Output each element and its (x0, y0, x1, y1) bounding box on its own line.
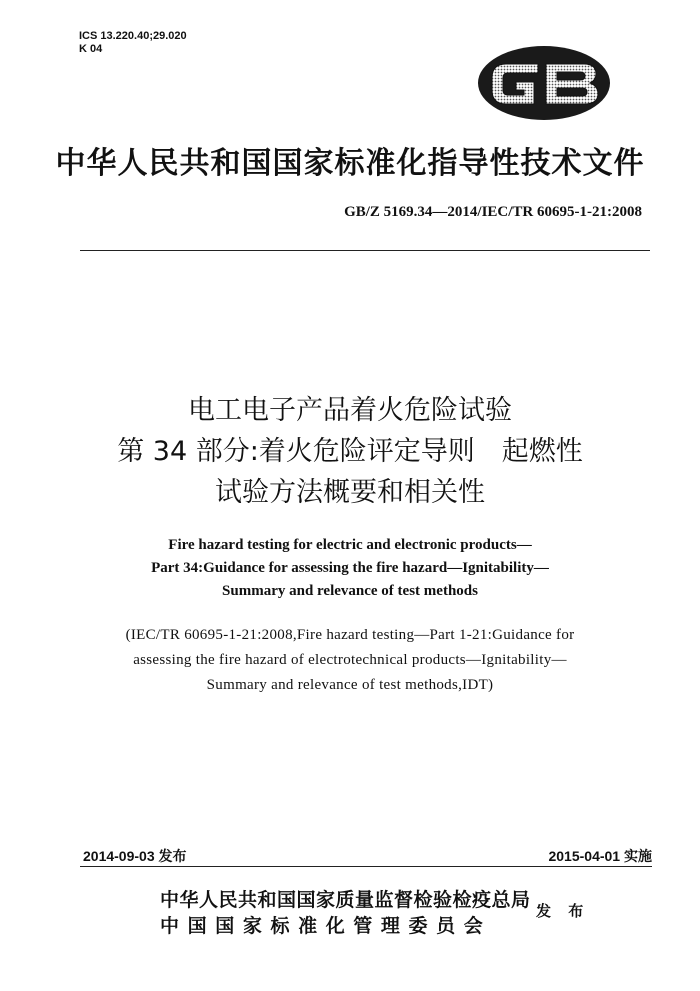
gb-logo (476, 44, 612, 122)
implement-date: 2015-04-01 实施 (548, 848, 652, 864)
title-cn-line3: 试验方法概要和相关性 (215, 477, 485, 508)
title-en-line3: Summary and relevance of test methods (222, 583, 478, 599)
document-type: 中华人民共和国国家标准化指导性技术文件 (55, 146, 645, 181)
footer-divider (80, 866, 652, 867)
header-divider (80, 250, 650, 251)
publish-date: 2014-09-03 发布 (83, 848, 187, 864)
publish-action: 发 布 (536, 902, 590, 920)
issuer-line1: 中华人民共和国国家质量监督检验检疫总局 (160, 889, 531, 911)
reference-line3: Summary and relevance of test methods,IDT) (206, 677, 494, 693)
standard-number: GB/Z 5169.34—2014/IEC/TR 60695-1-21:2008 (344, 204, 642, 220)
issuer-line2: 中 国 国 家 标 准 化 管 理 委 员 会 (160, 915, 484, 937)
category-code: K 04 (79, 43, 103, 55)
title-en-line1: Fire hazard testing for electric and electronic products— (168, 537, 532, 553)
title-cn-line1: 电工电子产品着火危险试验 (188, 395, 512, 426)
ics-classification (79, 30, 187, 56)
title-cn-line2: 第 34 部分:着火危险评定导则 起燃性 (117, 436, 583, 467)
reference-line1: (IEC/TR 60695-1-21:2008,Fire hazard testing—Part 1-21:Guidance for (125, 627, 575, 643)
title-en-line2: Part 34:Guidance for assessing the fire hazard—Ignitability— (151, 560, 549, 576)
reference-line2: assessing the fire hazard of electrotechnical products—Ignitability— (133, 652, 567, 668)
ics-code: ICS 13.220.40;29.020 (79, 30, 187, 42)
